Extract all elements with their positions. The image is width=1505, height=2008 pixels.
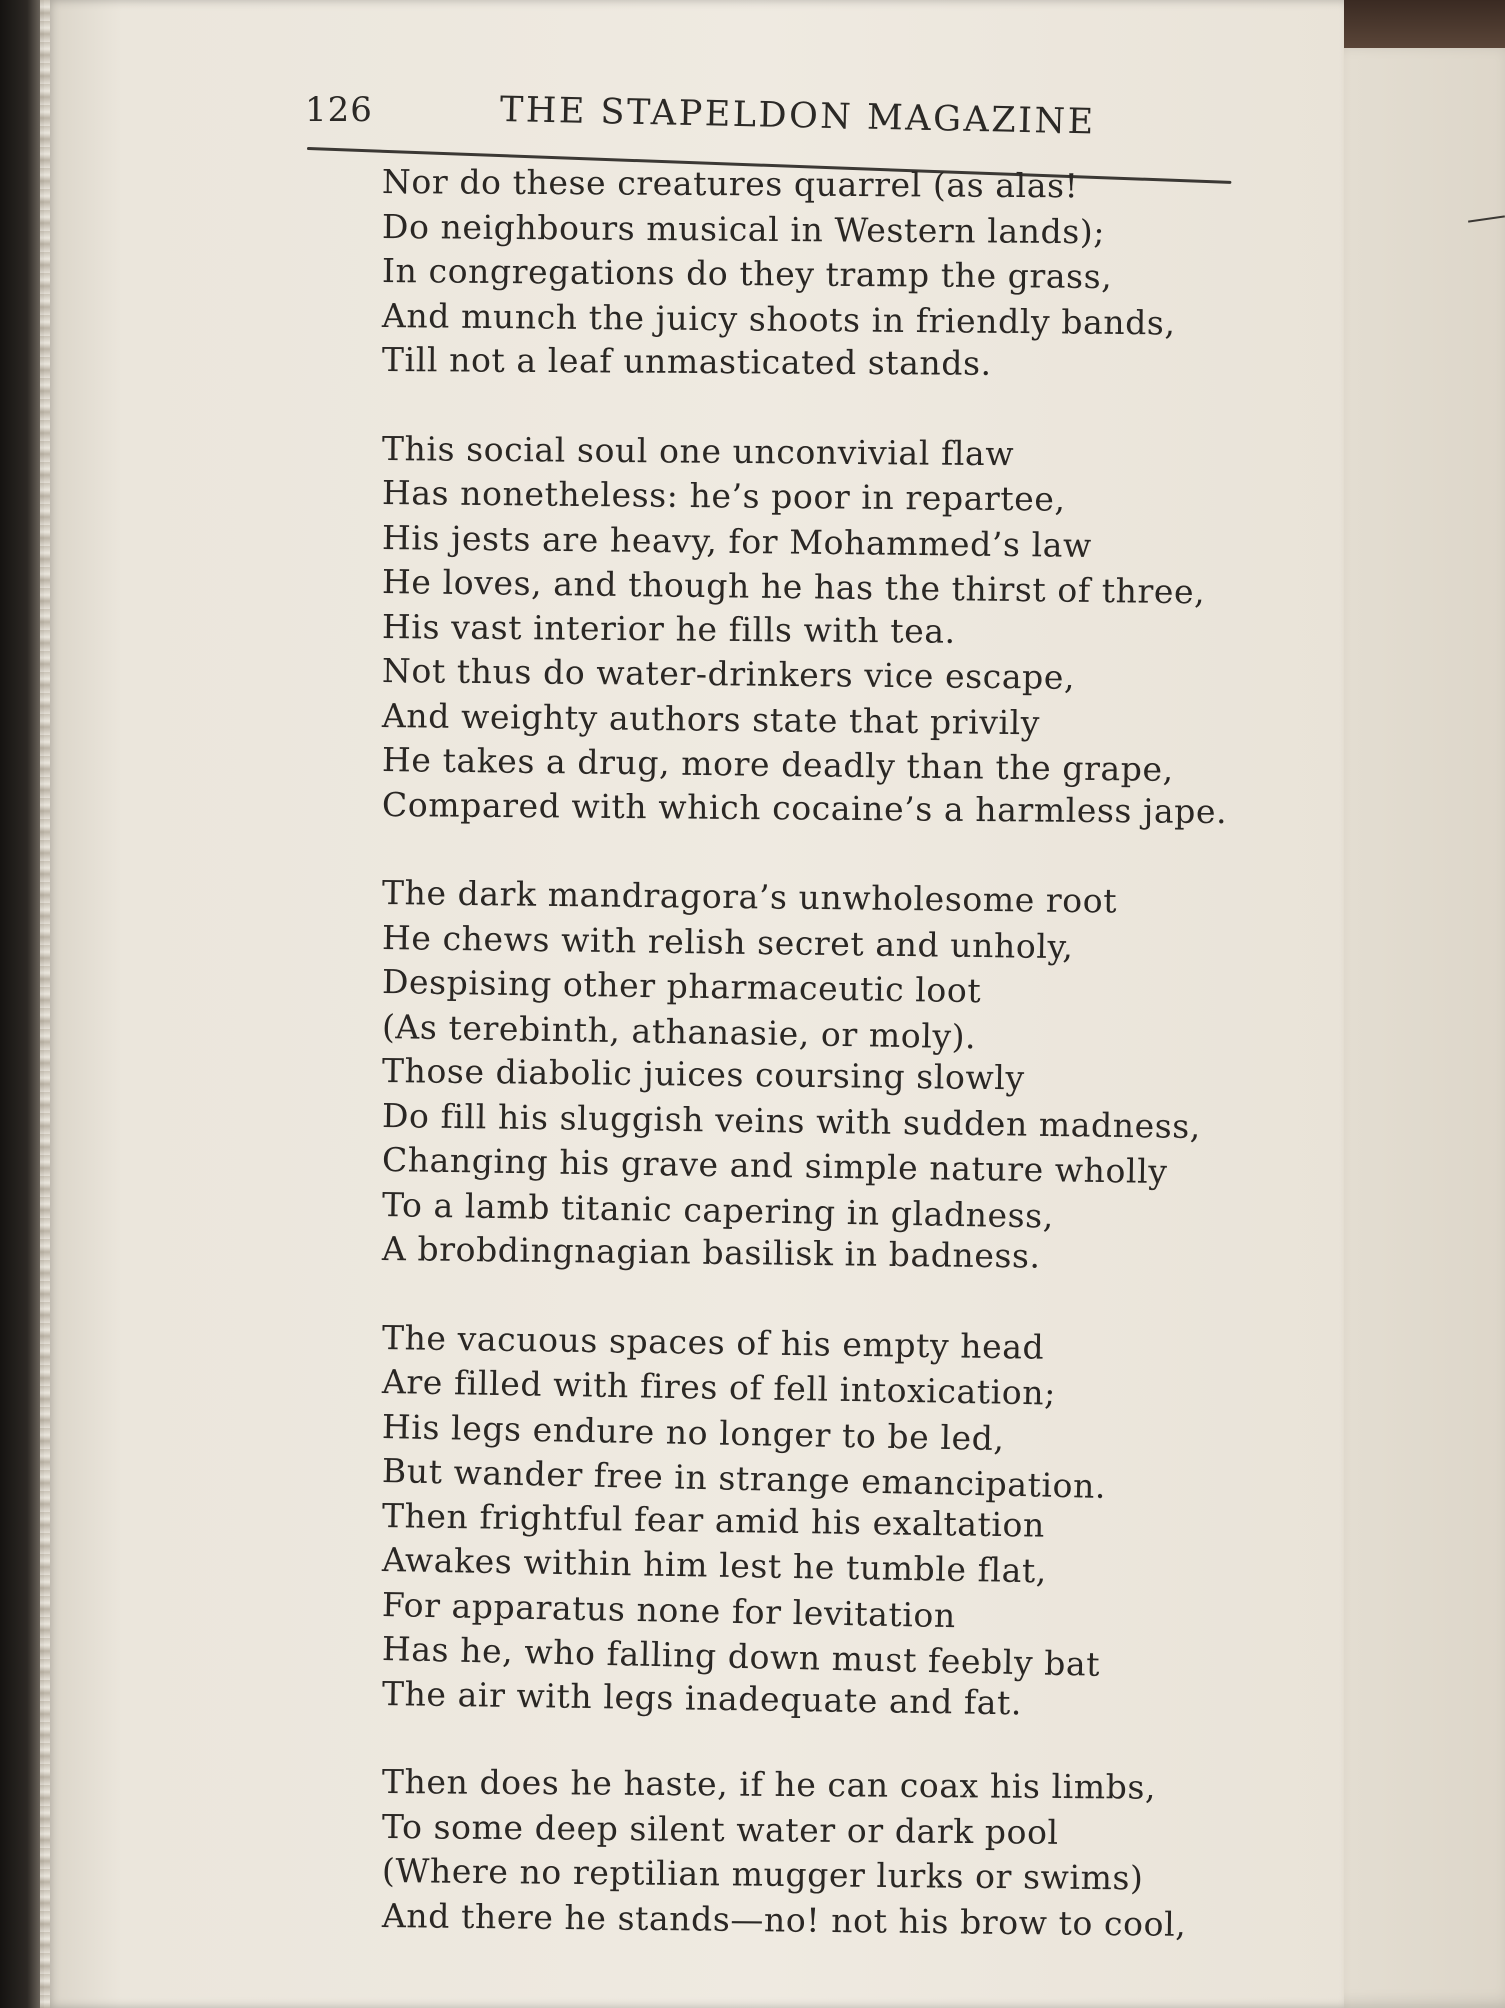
poem-line: For apparatus none for levitation [381, 1584, 957, 1635]
poem-line: The vacuous spaces of his empty head [381, 1317, 1045, 1367]
poem-line: The air with legs inadequate and fat. [381, 1673, 1023, 1722]
poem-line: Changing his grave and simple nature wholly [381, 1140, 1168, 1192]
poem-line: A brobdingnagian basilisk in badness. [381, 1229, 1041, 1276]
deckled-page-edge [40, 0, 50, 2008]
stanza [381, 1760, 1262, 1944]
poem-line: Awakes within him lest he tumble flat, [381, 1540, 1048, 1591]
poem-line: Are filled with fires of fell intoxication; [381, 1362, 1057, 1413]
magazine-title: THE STAPELDON MAGAZINE [499, 90, 1097, 143]
poem-line: But wander free in strange emancipation. [381, 1451, 1107, 1506]
poem-line: (As terebinth, athanasie, or moly). [381, 1006, 977, 1056]
poem-line: Do neighbours musical in Western lands); [381, 206, 1106, 251]
poem-line: And weighty authors state that privily [381, 695, 1041, 742]
poem-line: His vast interior he fills with tea. [381, 606, 956, 651]
poem-line: The dark mandragora’s unwholesome root [381, 873, 1118, 921]
poem-line: Has nonetheless: he’s poor in repartee, [381, 473, 1066, 519]
poem-line: Then does he haste, if he can coax his limbs, [381, 1762, 1157, 1807]
stanza [381, 871, 1262, 1276]
poem-line: Not thus do water-drinkers vice escape, [381, 651, 1076, 697]
poem-line: In congregations do they tramp the grass, [381, 251, 1113, 297]
poem-line: To a lamb titanic capering in gladness, [381, 1184, 1055, 1236]
poem-line: Do fill his sluggish veins with sudden madness, [381, 1095, 1202, 1146]
stanza [381, 427, 1262, 831]
poem-line: And munch the juicy shoots in friendly bands, [381, 295, 1176, 342]
poem-line: Till not a leaf unmasticated stands. [381, 340, 992, 383]
poem-line: To some deep silent water or dark pool [381, 1806, 1059, 1852]
stanza [381, 1316, 1262, 1722]
poem-body [381, 160, 1262, 1944]
poem-line: And there he stands—no! not his brow to cool, [381, 1895, 1187, 1944]
poem-line: Compared with which cocaine’s a harmless jape. [381, 784, 1228, 831]
stanza-gap [382, 383, 1262, 427]
page-number: 126 [305, 90, 373, 130]
poem-line: His jests are heavy, for Mohammed’s law [381, 517, 1093, 565]
poem-line: Nor do these creatures quarrel (as alas! [381, 162, 1079, 206]
stanza [382, 160, 1262, 383]
poem-line: Has he, who falling down must feebly bat [381, 1629, 1101, 1684]
poem-line: Then frightful fear amid his exaltation [381, 1495, 1046, 1545]
poem-line: He takes a drug, more deadly than the grape, [381, 740, 1174, 789]
poem-line: This social soul one unconvivial flaw [381, 428, 1015, 473]
poem-line: His legs endure no longer to be led, [381, 1406, 1005, 1458]
poem-line: (Where no reptilian mugger lurks or swims) [381, 1851, 1144, 1898]
poem-line: Despising other pharmaceutic loot [381, 962, 982, 1011]
poem-line: Those diabolic juices coursing slowly [381, 1051, 1025, 1098]
poem-line: He loves, and though he has the thirst of three, [381, 562, 1206, 612]
poem-line: He chews with relish secret and unholy, [381, 917, 1074, 966]
